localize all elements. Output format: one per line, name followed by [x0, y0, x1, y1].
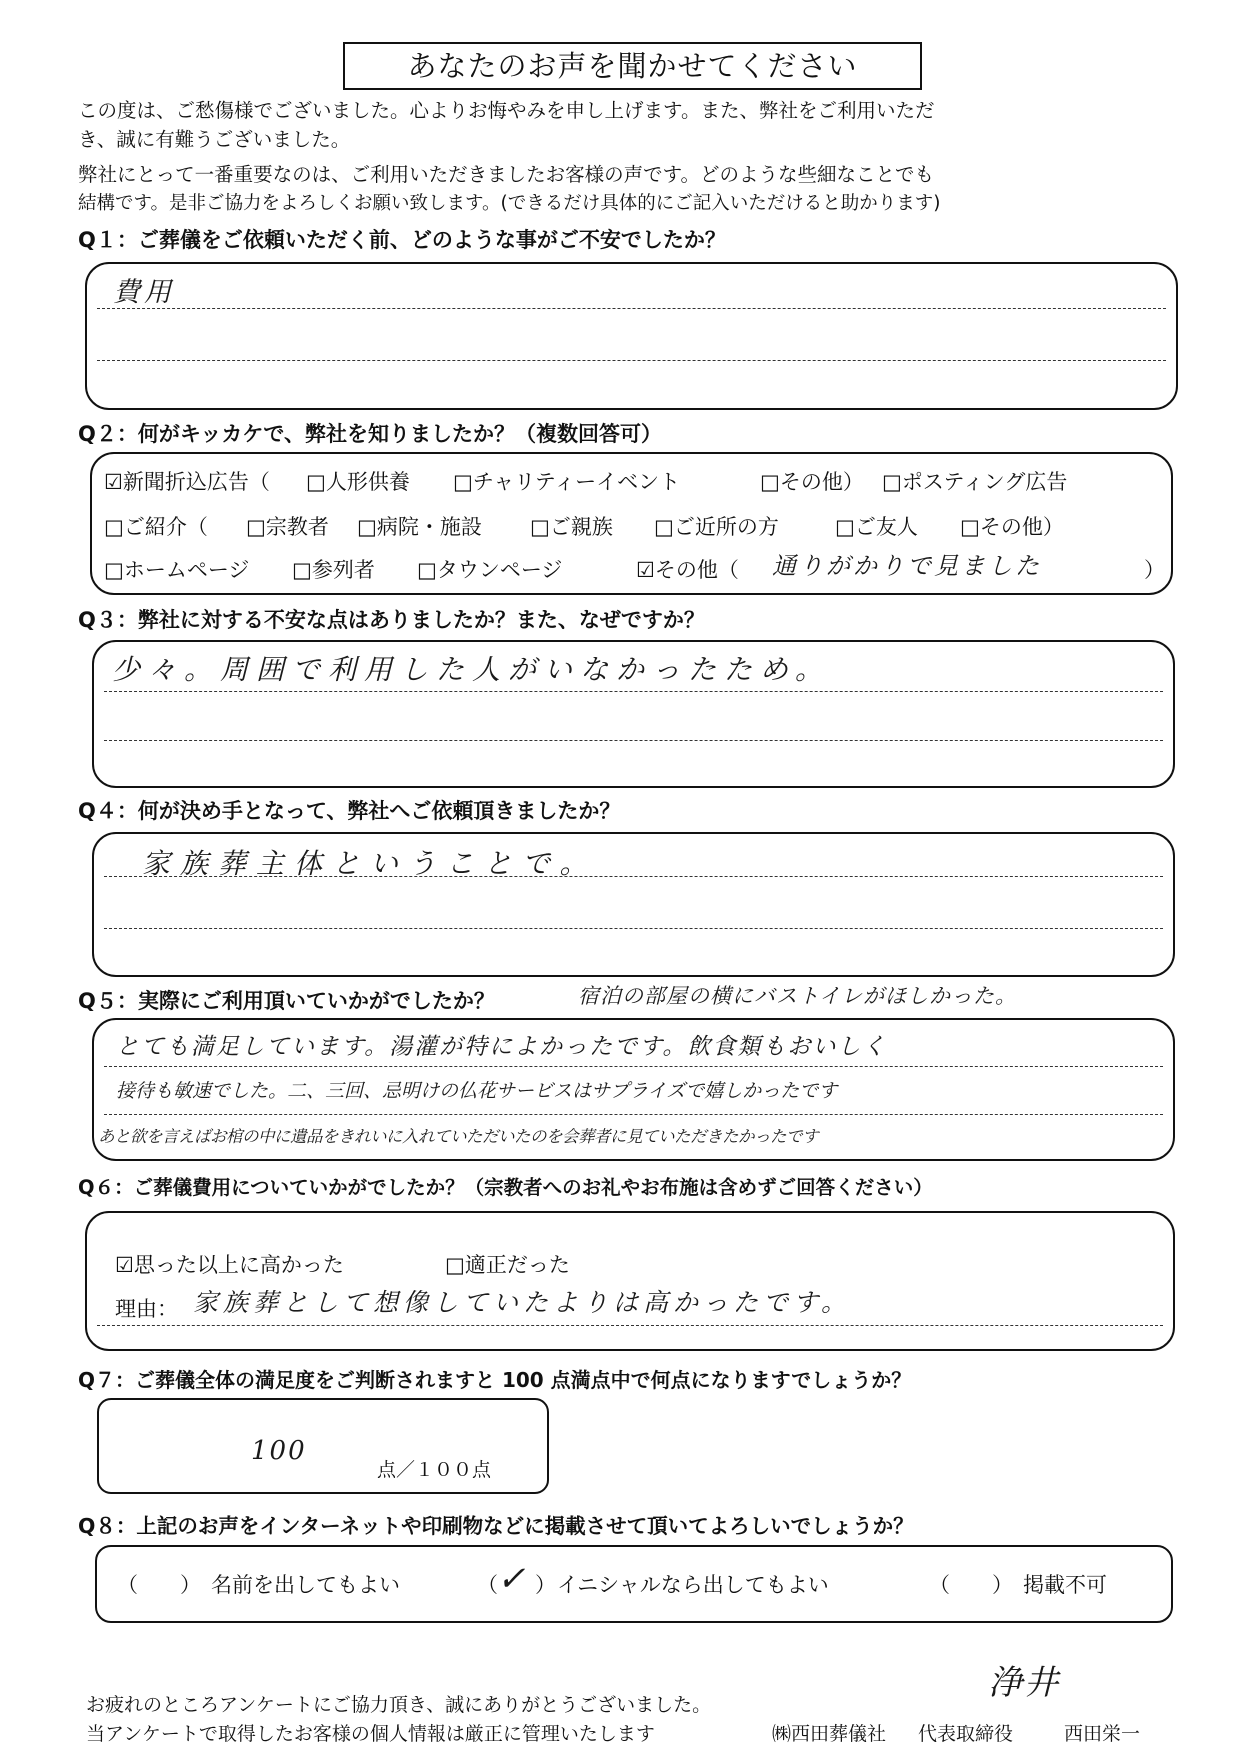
option-other-3[interactable]: ☑その他（: [636, 558, 739, 582]
q8-option-no-publish[interactable]: 掲載不可: [1023, 1573, 1107, 1597]
q1-answer-box[interactable]: [85, 262, 1178, 410]
option-doll-memorial[interactable]: □人形供養: [306, 470, 410, 494]
q7-score-suffix: 点／１００点: [377, 1459, 492, 1481]
option-reasonable[interactable]: □適正だった: [445, 1253, 570, 1277]
q2-question: Q２：何がキッカケで、弊社を知りましたか？（複数回答可）: [78, 422, 663, 446]
q5-answer-line-1: とても満足しています。湯灌が特によかったです。飲食類もおいしく: [116, 1034, 888, 1060]
q5-answer-line-3: あと欲を言えばお棺の中に遺品をきれいに入れていただいたのを会葬者に見ていただきたかったです: [98, 1127, 818, 1146]
q5-handwritten-note: 宿泊の部屋の横にバストイレがほしかった。: [578, 984, 1017, 1008]
dashed-line: [104, 740, 1163, 741]
dashed-line: [97, 360, 1166, 361]
option-referral[interactable]: □ご紹介（: [104, 515, 208, 539]
q8-question: Q８：上記のお声をインターネットや印刷物などに掲載させて頂いてよろしいでしょうか？: [78, 1514, 914, 1538]
q5-question: Q５：実際にご利用頂いていかがでしたか？: [78, 989, 495, 1013]
q2-options-box: [90, 452, 1173, 595]
option-religious[interactable]: □宗教者: [246, 515, 329, 539]
survey-title: あなたのお声を聞かせてください: [343, 42, 922, 90]
intro-line-1: この度は、ご愁傷様でございました。心よりお悔やみを申し上げます。また、弊社をご利用いただ: [78, 99, 935, 122]
reason-label: 理由：: [115, 1297, 178, 1321]
option-homepage[interactable]: □ホームページ: [104, 558, 250, 582]
option-posting-ad[interactable]: □ポスティング広告: [882, 470, 1068, 494]
q8-option-2-checkmark: ✓: [497, 1559, 530, 1599]
q4-handwritten-answer: 家族葬主体ということで。: [142, 847, 598, 880]
q8-option-3-paren[interactable]: （ ）: [929, 1573, 1013, 1597]
q1-handwritten-answer: 費用: [113, 277, 175, 308]
option-other-1[interactable]: □その他）: [760, 470, 864, 494]
option-newspaper-insert[interactable]: ☑新聞折込広告（: [104, 470, 270, 494]
intro-line-3: 弊社にとって一番重要なのは、ご利用いただきましたお客様の声です。どのような些細なことでも: [78, 163, 935, 186]
option-town-page[interactable]: □タウンページ: [417, 558, 563, 582]
footer-representative-name: 西田栄一: [1064, 1723, 1141, 1745]
dashed-line: [97, 1325, 1163, 1326]
respondent-signature: 浄井: [988, 1663, 1060, 1703]
option-hospital[interactable]: □病院・施設: [357, 515, 482, 539]
option-other-2[interactable]: □その他）: [960, 515, 1064, 539]
dashed-line: [104, 691, 1163, 692]
q8-option-2-open[interactable]: （: [477, 1573, 498, 1597]
q8-option-initials-ok[interactable]: イニシャルなら出してもよい: [557, 1573, 829, 1597]
q7-question: Q７：ご葬儀全体の満足度をご判断されますと 100 点満点中で何点になりますでしょうか？: [78, 1368, 912, 1392]
q8-options-box: [95, 1545, 1173, 1623]
dashed-line: [104, 1066, 1163, 1067]
dashed-line: [97, 308, 1166, 309]
q6-answer-box: [85, 1211, 1175, 1351]
q5-answer-line-2: 接待も敏速でした。二、三回、忌明けの仏花サービスはサプライズで嬉しかったです: [116, 1080, 838, 1102]
close-paren: ）: [1144, 558, 1165, 582]
option-neighbors[interactable]: □ご近所の方: [654, 515, 779, 539]
option-higher-than-expected[interactable]: ☑思った以上に高かった: [115, 1253, 344, 1277]
q7-handwritten-score: 100: [251, 1436, 307, 1466]
q8-option-2-close[interactable]: ）: [535, 1573, 556, 1597]
intro-line-4: 結構です。是非ご協力をよろしくお願い致します。(できるだけ具体的にご記入いただけると助かります): [78, 193, 941, 214]
option-relatives[interactable]: □ご親族: [530, 515, 613, 539]
dashed-line: [104, 928, 1163, 929]
q2-other-handwritten: 通りがかりで見ました: [772, 552, 1042, 580]
q8-option-name-ok[interactable]: 名前を出してもよい: [211, 1573, 400, 1597]
q6-handwritten-reason: 家族葬として想像していたよりは高かったです。: [193, 1288, 852, 1317]
q6-question: Q６：ご葬儀費用についていかがでしたか？（宗教者へのお礼やお布施は含めずご回答ください）: [78, 1176, 933, 1199]
footer-privacy: 当アンケートで取得したお客様の個人情報は厳正に管理いたします: [86, 1723, 655, 1745]
q7-score-box[interactable]: [97, 1398, 549, 1494]
option-attendee[interactable]: □参列者: [292, 558, 375, 582]
option-friends[interactable]: □ご友人: [835, 515, 918, 539]
footer-thanks: お疲れのところアンケートにご協力頂き、誠にありがとうございました。: [86, 1694, 712, 1716]
q5-answer-box[interactable]: [92, 1018, 1175, 1161]
option-charity-event[interactable]: □チャリティーイベント: [453, 470, 681, 494]
q3-question: Q３：弊社に対する不安な点はありましたか？また、なぜですか？: [78, 608, 705, 632]
q4-question: Q４：何が決め手となって、弊社へご依頼頂きましたか？: [78, 799, 621, 823]
intro-line-2: き、誠に有難うございました。: [78, 128, 351, 151]
q8-option-1-paren[interactable]: （ ）: [117, 1573, 201, 1597]
q1-question: Q１：ご葬儀をご依頼いただく前、どのような事がご不安でしたか？: [78, 228, 726, 252]
q3-handwritten-answer: 少々。周囲で利用した人がいなかったため。: [112, 653, 831, 686]
dashed-line: [104, 1114, 1163, 1115]
footer-company: ㈱西田葬儀社: [772, 1723, 887, 1745]
q3-answer-box[interactable]: [92, 640, 1175, 788]
q4-answer-box[interactable]: [92, 832, 1175, 977]
footer-role: 代表取締役: [918, 1723, 1014, 1745]
